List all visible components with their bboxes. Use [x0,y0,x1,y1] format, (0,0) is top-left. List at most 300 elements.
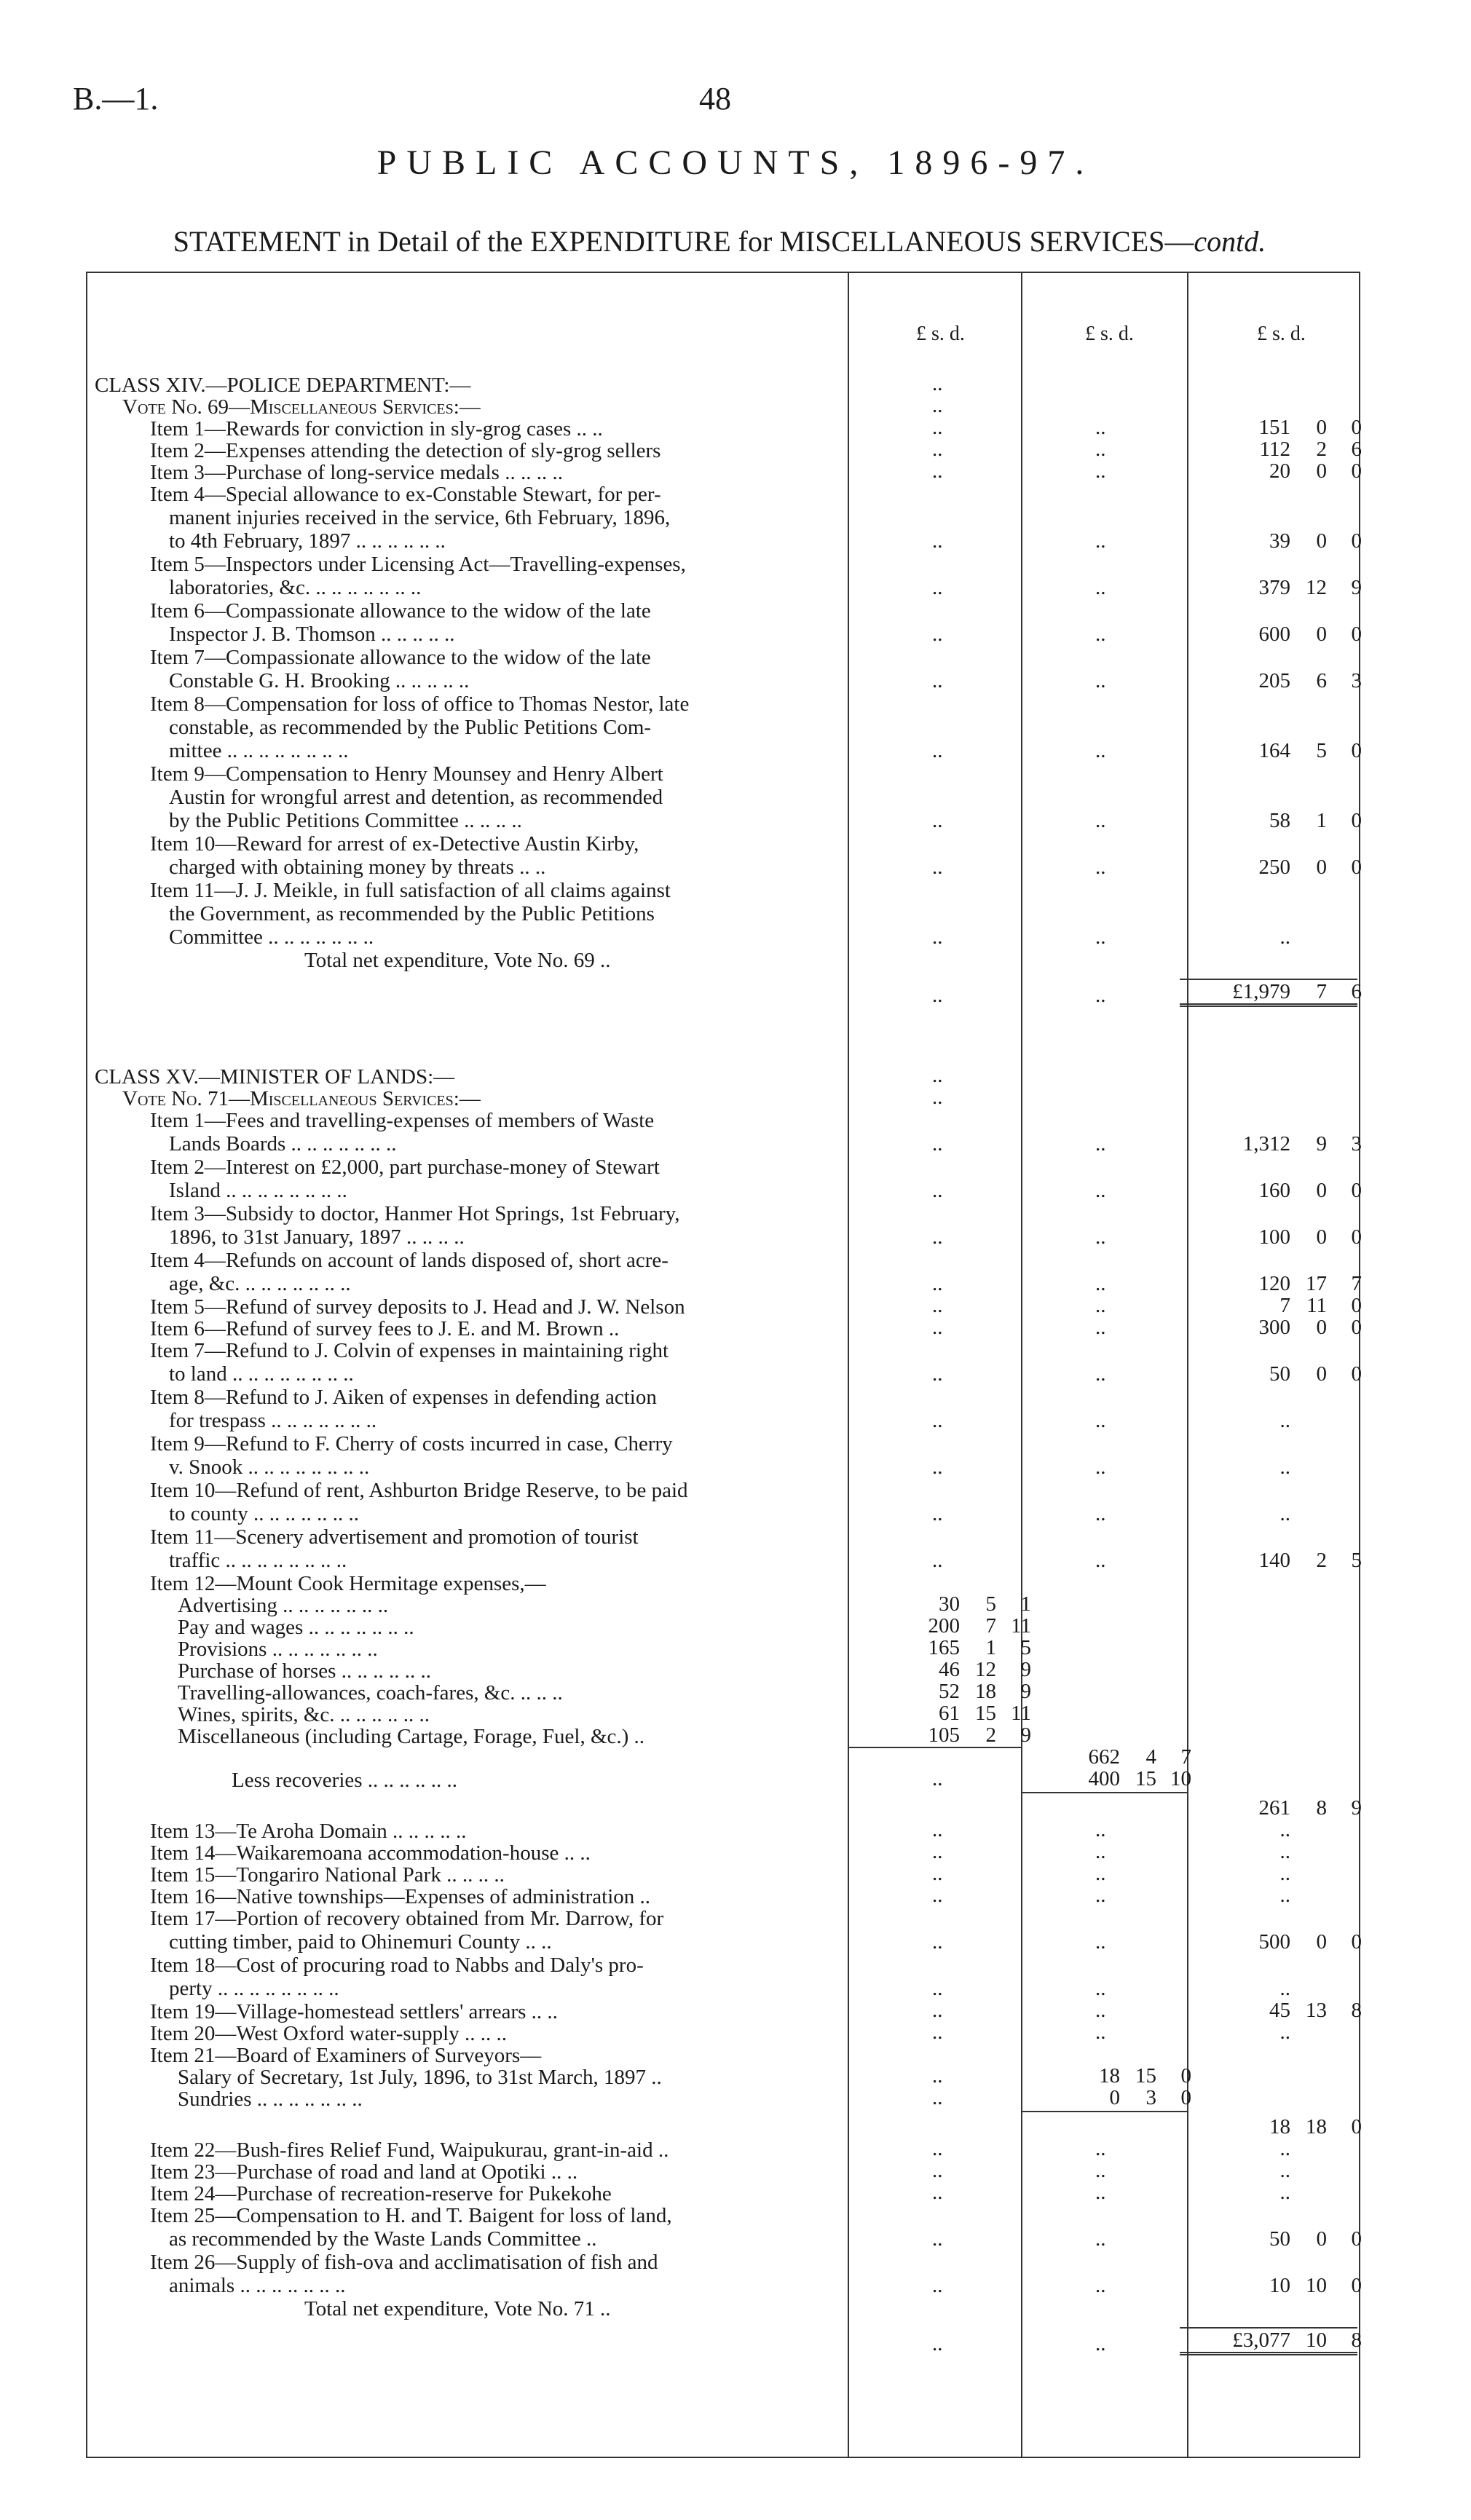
row-description: cutting timber, paid to Ohinemuri County .. .. [169,1930,552,1954]
pounds: 20 [1269,459,1290,483]
pounds: 61 [939,1702,960,1725]
row-description: Vote No. 71—Miscellaneous Services:— [122,1087,481,1110]
pounds: .. [1279,1977,1290,2000]
pounds: 52 [939,1680,960,1703]
row-description: Advertising .. .. .. .. .. .. .. [178,1594,389,1617]
pence: 7 [1351,1272,1362,1295]
column-2-empty: .. [1095,459,1106,483]
amount-c3 [1218,809,1362,832]
row-description: Item 17—Portion of recovery obtained from Mr. Darrow, for [150,1907,664,1930]
table-row [86,2297,1360,2355]
column-2-empty: .. [1095,1818,1106,1841]
row-description: Austin for wrongful arrest and detention, as recommended [169,786,663,809]
pence: 7 [1180,1745,1191,1769]
table-row [86,1616,1360,1638]
row-description: Item 23—Purchase of road and land at Opotiki .. .. [150,2160,578,2184]
column-1-empty: .. [932,1132,943,1156]
column-2-empty: .. [1095,1502,1106,1525]
row-description: Item 18—Cost of procuring road to Nabbs and Daly's pro- [150,1954,644,1977]
pounds: .. [1279,1818,1290,1841]
pounds: .. [1279,1455,1290,1479]
row-description: charged with obtaining money by threats .. .. [169,856,546,879]
pounds: 100 [1258,1225,1290,1249]
row-description: Purchase of horses .. .. .. .. .. .. [178,1659,431,1683]
column-1-empty: .. [932,1884,943,1907]
row-description: Item 4—Special allowance to ex-Constable Stewart, for per- [150,483,661,506]
row-description: Item 7—Compassionate allowance to the widow of the late [150,646,651,669]
pounds: .. [1279,2181,1290,2204]
row-description: Item 10—Refund of rent, Ashburton Bridge Reserve, to be paid [150,1479,688,1502]
row-description: Item 5—Inspectors under Licensing Act—Travelling-expenses, [150,553,686,576]
shillings: 2 [985,1723,996,1747]
pence: 9 [1351,1796,1362,1820]
expenditure-table [86,272,1360,2458]
table-row [86,1339,1360,1386]
column-2-empty: .. [1095,1225,1106,1249]
column-1-empty: .. [932,394,943,417]
pence: 0 [1351,1225,1362,1249]
shillings: 12 [1306,576,1327,599]
amount-c3 [1218,1225,1362,1249]
shillings: 2 [1316,438,1327,461]
column-1-empty: .. [932,1294,943,1317]
table-row [86,2251,1360,2297]
pounds: 164 [1258,739,1290,762]
column-2-empty: .. [1095,2274,1106,2297]
amount-c3 [1218,739,1362,762]
pounds: 165 [928,1636,960,1659]
pounds: 18 [1099,2064,1120,2088]
row-description: traffic .. .. .. .. .. .. .. .. [169,1549,347,1572]
row-description: Committee .. .. .. .. .. .. .. [169,925,374,949]
amount-c3 [1218,1549,1362,1572]
table-row [86,2182,1360,2204]
row-description: Inspector J. B. Thomson .. .. .. .. .. [169,623,455,646]
column-1-empty: .. [932,2181,943,2204]
table-row [86,374,1360,395]
amount-c3 [1218,2021,1362,2044]
shillings: 18 [975,1680,996,1703]
row-description: v. Snook .. .. .. .. .. .. .. .. [169,1455,370,1479]
amount-c1 [887,1636,1031,1659]
pence: 8 [1351,1999,1362,2022]
column-2-empty: .. [1095,2181,1106,2204]
pounds: .. [1279,2021,1290,2044]
amount-c3 [1218,623,1362,646]
table-row [86,879,1360,949]
pounds: 250 [1258,856,1290,879]
pence: 3 [1351,1132,1362,1156]
column-1-empty: .. [932,2159,943,2182]
amount-c1 [887,1680,1031,1703]
table-row [86,692,1360,762]
row-description: Miscellaneous (including Cartage, Forage, Fuel, &c.) .. [178,1725,645,1748]
table-row [86,1479,1360,1525]
pence: 11 [1011,1614,1031,1638]
shillings: 11 [1306,1294,1327,1317]
row-description: Item 21—Board of Examiners of Surveyors— [150,2044,542,2067]
column-1-empty: .. [932,2086,943,2109]
column-header-2: £ s. d. [1085,323,1134,345]
pence: 6 [1351,980,1362,1003]
column-header-3: £ s. d. [1257,323,1306,345]
column-2-empty: .. [1095,2137,1106,2160]
table-row [86,2109,1360,2138]
column-2-empty: .. [1095,739,1106,762]
pounds: 1,312 [1242,1132,1290,1156]
pence: 1 [1020,1592,1031,1616]
pence: 9 [1020,1658,1031,1681]
row-description: Item 19—Village-homestead settlers' arrears .. .. [150,2000,558,2023]
row-description: Vote No. 69—Miscellaneous Services:— [122,395,481,419]
amount-c3 [1218,416,1362,439]
pounds: 205 [1258,669,1290,692]
amount-c1 [887,1592,1031,1616]
table-row [86,1007,1360,1065]
column-2-empty: .. [1095,1179,1106,1202]
page-number: 48 [699,81,731,116]
amount-c3 [1218,1179,1362,1202]
shillings: 4 [1145,1745,1156,1769]
column-1-empty: .. [932,1840,943,1863]
row-description: as recommended by the Waste Lands Committee .. [169,2227,597,2251]
column-1-empty: .. [932,416,943,439]
table-row [86,1525,1360,1572]
shillings: 1 [985,1636,996,1659]
pence: 0 [1351,2274,1362,2297]
amount-c3 [1218,2159,1362,2182]
amount-c3 [1180,2327,1362,2355]
column-1-empty: .. [932,984,943,1007]
table-row [86,395,1360,417]
pence: 10 [1170,1767,1191,1790]
row-description: Item 1—Fees and travelling-expenses of members of Waste [150,1109,655,1132]
pounds: 662 [1088,1745,1120,1769]
row-description: Total net expenditure, Vote No. 69 .. [304,949,611,972]
column-1-empty: .. [932,438,943,461]
amount-c3 [1218,1272,1362,1295]
column-2-empty: .. [1095,2227,1106,2251]
column-2-empty: .. [1095,1272,1106,1295]
statement-subtitle [79,224,1360,258]
column-2-empty: .. [1095,2332,1106,2355]
shillings: 17 [1306,1272,1327,1295]
column-1-empty: .. [932,1930,943,1954]
amount-c3 [1218,669,1362,692]
column-1-empty: .. [932,1549,943,1572]
pounds: 45 [1269,1999,1290,2022]
amount-c3 [1218,459,1362,483]
shillings: 10 [1306,2274,1327,2297]
row-description: Item 1—Rewards for conviction in sly-grog cases .. .. [150,417,603,441]
column-2-empty: .. [1095,1840,1106,1863]
row-description: manent injuries received in the service, 6th February, 1896, [169,506,671,529]
table-row [86,1156,1360,1202]
column-1-empty: .. [932,2274,943,2297]
table-row [86,461,1360,483]
table-row [86,2022,1360,2044]
column-1-empty: .. [932,809,943,832]
row-description: 1896, to 31st January, 1897 .. .. .. .. [169,1225,465,1249]
column-1-empty: .. [932,1999,943,2022]
column-2-empty: .. [1095,2021,1106,2044]
shillings: 7 [1316,980,1327,1003]
pence: 9 [1020,1723,1031,1747]
amount-c2 [1047,1767,1191,1790]
amount-c2 [1047,2064,1191,2088]
pounds: 10 [1269,2274,1290,2297]
amount-c3 [1218,529,1362,553]
column-2-empty: .. [1095,1455,1106,1479]
pounds: 500 [1258,1930,1290,1954]
shillings: 7 [985,1614,996,1638]
row-description: Total net expenditure, Vote No. 71 .. [304,2297,611,2320]
column-2-empty: .. [1095,416,1106,439]
shillings: 2 [1316,1549,1327,1572]
column-2-empty: .. [1095,1409,1106,1432]
pounds: £3,077 [1232,2329,1290,2352]
pounds: .. [1279,1884,1290,1907]
pence: 0 [1351,809,1362,832]
amount-c3 [1218,1502,1362,1525]
amount-c3 [1218,438,1362,461]
column-1-empty: .. [932,1502,943,1525]
pounds: .. [1279,2137,1290,2160]
column-1-empty: .. [932,1409,943,1432]
table-row [86,1725,1360,1747]
table-row [86,1703,1360,1725]
column-1-empty: .. [932,2332,943,2355]
amount-c3 [1218,1455,1362,1479]
shillings: 1 [1316,809,1327,832]
subtotal-rule [849,1747,1021,1748]
row-description: Travelling-allowances, coach-fares, &c. .. .. .. [178,1681,563,1705]
shillings: 15 [1135,2064,1156,2088]
pounds: 261 [1258,1796,1290,1820]
row-description: Item 12—Mount Cook Hermitage expenses,— [150,1572,546,1595]
shillings: 0 [1316,623,1327,646]
table-row [86,832,1360,879]
row-description: Island .. .. .. .. .. .. .. .. [169,1179,347,1202]
table-row [86,1386,1360,1432]
pounds: 7 [1279,1294,1290,1317]
row-description: Item 2—Expenses attending the detection of sly-grog sellers [150,439,661,462]
pounds: .. [1279,1502,1290,1525]
row-description: Item 6—Compassionate allowance to the widow of the late [150,599,651,623]
pence: 0 [1351,1316,1362,1339]
column-2-empty: .. [1095,1549,1106,1572]
table-row [86,1065,1360,1087]
pounds: 300 [1258,1316,1290,1339]
row-description: Item 24—Purchase of recreation-reserve for Pukekohe [150,2182,612,2205]
row-description: Item 13—Te Aroha Domain .. .. .. .. .. [150,1820,467,1843]
row-description: perty .. .. .. .. .. .. .. .. [169,1977,339,2000]
amount-c3 [1218,1884,1362,1907]
column-1-empty: .. [932,1362,943,1386]
row-description: Sundries .. .. .. .. .. .. .. [178,2088,363,2111]
row-description: Item 3—Purchase of long-service medals .. .. .. .. [150,461,563,484]
pounds: 120 [1258,1272,1290,1295]
table-row [86,553,1360,599]
pence: 6 [1351,438,1362,461]
table-row [86,1863,1360,1885]
column-2-empty: .. [1095,925,1106,949]
table-row [86,1885,1360,1907]
shillings: 0 [1316,1179,1327,1202]
shillings: 15 [975,1702,996,1725]
pounds: .. [1279,2159,1290,2182]
shillings: 8 [1316,1796,1327,1820]
row-description: Item 16—Native townships—Expenses of administration .. [150,1885,651,1908]
shillings: 0 [1316,459,1327,483]
row-description: Item 4—Refunds on account of lands disposed of, short acre- [150,1249,669,1272]
table-row [86,1907,1360,1954]
pounds: 112 [1259,438,1290,461]
amount-c3 [1218,1409,1362,1432]
pounds: 379 [1258,576,1290,599]
column-1-empty: .. [932,2021,943,2044]
row-description: Lands Boards .. .. .. .. .. .. .. [169,1132,397,1156]
amount-c3 [1218,856,1362,879]
amount-c1 [887,1614,1031,1638]
table-row [86,1594,1360,1616]
row-description: Item 25—Compensation to H. and T. Baigent for loss of land, [150,2204,672,2227]
row-description: Less recoveries .. .. .. .. .. .. [232,1769,458,1792]
pence: 0 [1351,459,1362,483]
row-description: constable, as recommended by the Public Petitions Com- [169,716,652,739]
pounds: 105 [928,1723,960,1747]
table-row [86,949,1360,1007]
pence: 9 [1351,576,1362,599]
amount-c3 [1218,1132,1362,1156]
table-row [86,1659,1360,1681]
pence: 0 [1351,1179,1362,1202]
pounds: 58 [1269,809,1290,832]
shillings: 9 [1316,1132,1327,1156]
pence: 0 [1351,2115,1362,2138]
table-row [86,1295,1360,1317]
pence: 5 [1020,1636,1031,1659]
column-2-empty: .. [1095,1132,1106,1156]
pence: 9 [1020,1680,1031,1703]
table-row [86,439,1360,461]
amount-c3 [1218,1796,1362,1820]
row-description: Item 15—Tongariro National Park .. .. .. .. [150,1863,505,1887]
row-description: age, &c. .. .. .. .. .. .. .. [169,1272,351,1295]
row-description: Item 11—J. J. Meikle, in full satisfaction of all claims against [150,879,671,902]
column-2-empty: .. [1095,1362,1106,1386]
pounds: 39 [1269,529,1290,553]
table-row [86,1747,1360,1769]
pence: 0 [1351,2227,1362,2251]
table-row [86,1841,1360,1863]
table-row [86,2044,1360,2066]
shillings: 0 [1316,1316,1327,1339]
row-description: laboratories, &c. .. .. .. .. .. .. .. [169,576,422,599]
column-2-empty: .. [1095,1999,1106,2022]
column-1-empty: .. [932,459,943,483]
row-description: to land .. .. .. .. .. .. .. .. [169,1362,354,1386]
row-description: Item 9—Refund to F. Cherry of costs incurred in case, Cherry [150,1432,673,1455]
shillings: 3 [1145,2086,1156,2109]
pence: 0 [1351,856,1362,879]
row-description: Item 3—Subsidy to doctor, Hanmer Hot Springs, 1st February, [150,1202,680,1225]
amount-c3 [1218,2227,1362,2251]
amount-c3 [1218,576,1362,599]
subtotal-rule [1022,1792,1187,1793]
table-row [86,2204,1360,2251]
table-row [86,1820,1360,1841]
column-1-empty: .. [932,2227,943,2251]
table-row [86,762,1360,832]
shillings: 5 [1316,739,1327,762]
amount-c3 [1218,925,1362,949]
table-body [86,374,1360,2355]
pounds: .. [1279,1409,1290,1432]
table-row [86,646,1360,692]
pence: 8 [1351,2329,1362,2352]
shillings: 12 [975,1658,996,1681]
pounds: 50 [1269,2227,1290,2251]
amount-c3 [1218,1862,1362,1885]
column-1-empty: .. [932,2137,943,2160]
pence: 0 [1351,1294,1362,1317]
column-header-1: £ s. d. [916,323,965,345]
column-2-empty: .. [1095,529,1106,553]
pence: 5 [1351,1549,1362,1572]
column-1-empty: .. [932,1225,943,1249]
column-1-empty: .. [932,669,943,692]
amount-c3 [1218,1977,1362,2000]
column-1-empty: .. [932,1064,943,1087]
amount-c2 [1047,1745,1191,1769]
column-1-empty: .. [932,739,943,762]
shillings: 0 [1316,1362,1327,1386]
column-1-empty: .. [932,1455,943,1479]
row-description: Item 20—West Oxford water-supply .. .. .. [150,2022,507,2045]
pounds: 600 [1258,623,1290,646]
column-1-empty: .. [932,1086,943,1109]
row-description: Salary of Secretary, 1st July, 1896, to 31st March, 1897 .. [178,2066,662,2089]
pence: 11 [1011,1702,1031,1725]
column-2-empty: .. [1095,856,1106,879]
table-bottom-rule [86,2457,1360,2458]
pounds: 50 [1269,1362,1290,1386]
subtitle-contd: contd. [1194,225,1266,258]
column-2-empty: .. [1095,1977,1106,2000]
shillings: 6 [1316,669,1327,692]
column-2-empty: .. [1095,809,1106,832]
table-row [86,2066,1360,2088]
pence: 3 [1351,669,1362,692]
pence: 0 [1351,1930,1362,1954]
column-2-empty: .. [1095,1294,1106,1317]
row-description: Item 26—Supply of fish-ova and acclimatisation of fish and [150,2251,658,2274]
column-1-empty: .. [932,2064,943,2088]
subtitle-text: STATEMENT in Detail of the EXPENDITURE for MISCELLANEOUS SERVICES— [173,225,1194,258]
pounds: 0 [1109,2086,1120,2109]
row-description: Item 5—Refund of survey deposits to J. Head and J. W. Nelson [150,1295,685,1319]
row-description: Item 6—Refund of survey fees to J. E. and M. Brown .. [150,1317,620,1340]
row-description: Wines, spirits, &c. .. .. .. .. .. .. [178,1703,430,1726]
shillings: 0 [1316,529,1327,553]
pounds: 160 [1258,1179,1290,1202]
table-row [86,2000,1360,2022]
column-2-empty: .. [1095,438,1106,461]
pounds: 18 [1269,2115,1290,2138]
amount-c3 [1218,1930,1362,1954]
table-row [86,1572,1360,1594]
